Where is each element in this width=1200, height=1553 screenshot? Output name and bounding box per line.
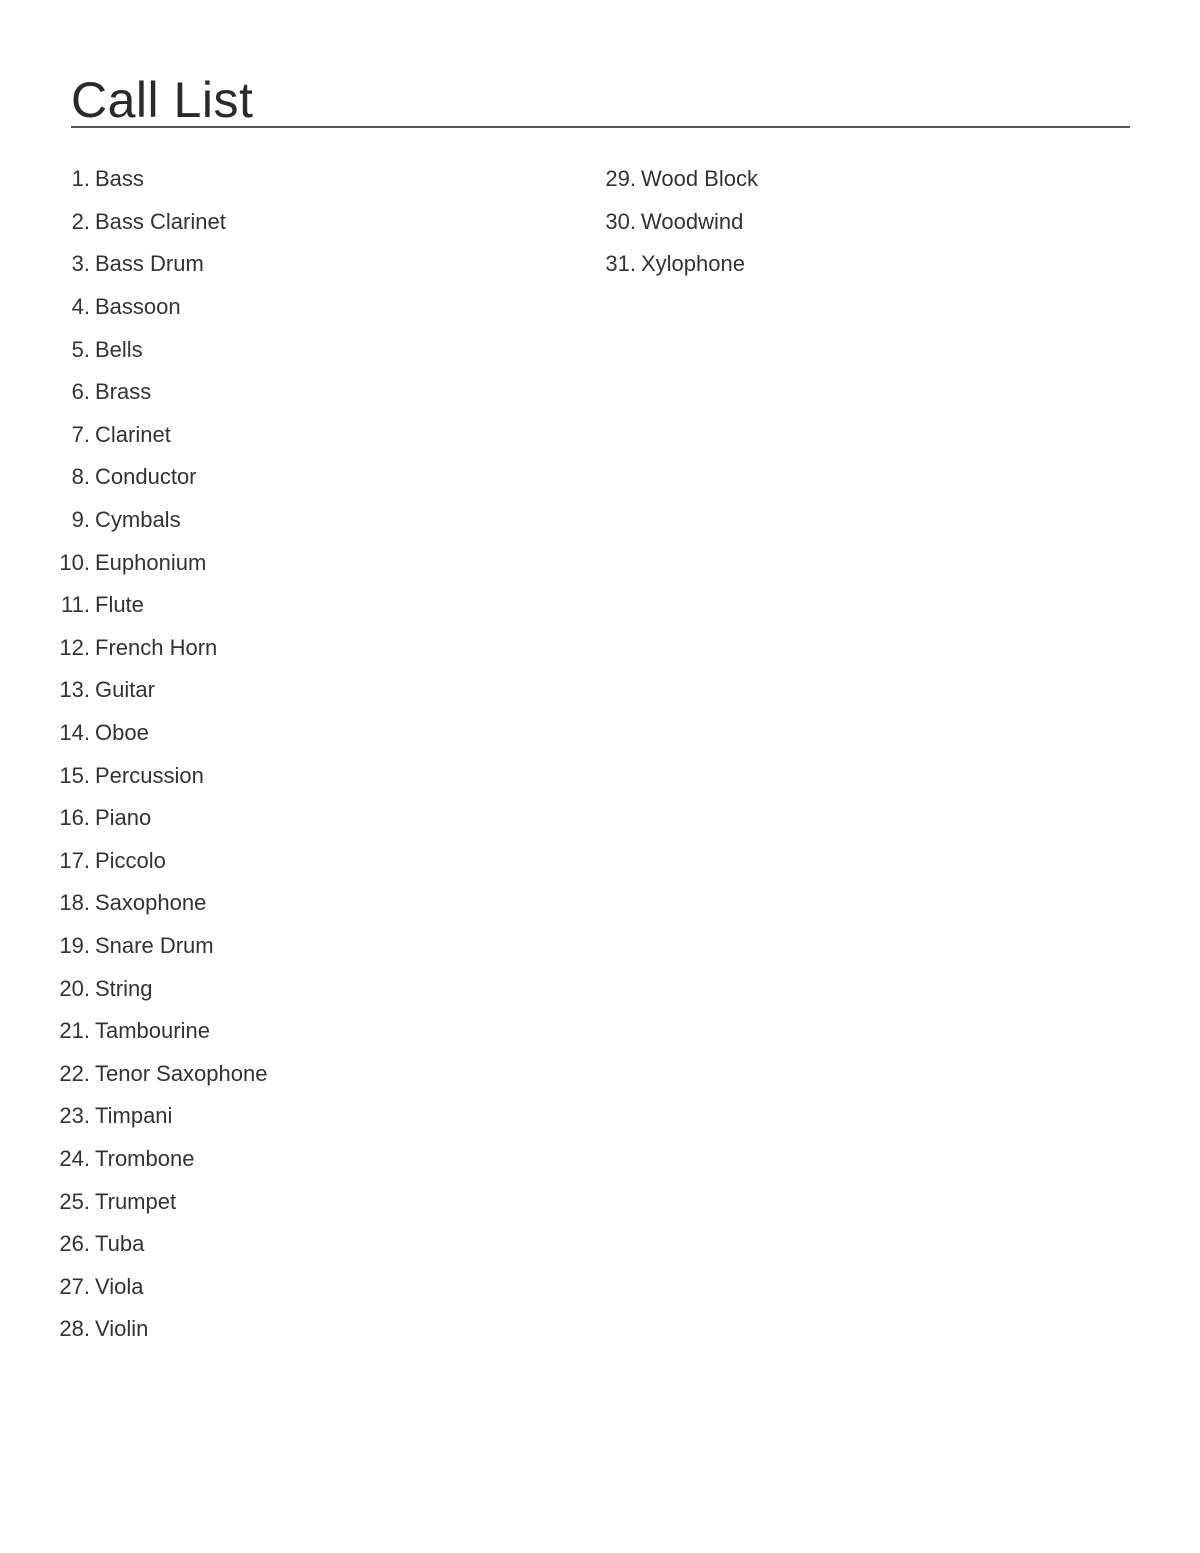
list-item [30,201,267,244]
item-number: 23. [59,1103,90,1129]
list-item [576,243,758,286]
list-item [30,754,267,797]
item-number: 4. [71,294,90,320]
list-item [30,882,267,925]
list-item [30,967,267,1010]
list-item [30,1095,267,1138]
item-number: 2. [71,208,90,234]
item-number: 24. [59,1145,90,1171]
item-number: 18. [59,890,90,916]
item-label: Euphonium [95,549,207,575]
item-number: 11. [61,592,90,618]
list-item [576,201,758,244]
list-item [30,243,267,286]
list-item [576,158,758,201]
item-number: 27. [59,1273,90,1299]
item-number: 20. [59,975,90,1001]
list-item [30,1223,267,1266]
item-number: 30. [605,208,636,234]
item-label: Piano [95,805,152,831]
item-label: Cymbals [95,507,181,533]
item-label: Percussion [95,762,204,788]
item-number: 26. [59,1231,90,1257]
item-number: 17. [59,847,90,873]
item-label: Flute [95,592,144,618]
list-item [30,1052,267,1095]
list-item [30,669,267,712]
item-number: 5. [71,336,90,362]
list-item [30,541,267,584]
item-label: Bells [95,336,143,362]
item-label: Bass [95,166,144,192]
item-number: 22. [59,1060,90,1086]
item-number: 13. [59,677,90,703]
list-item [30,286,267,329]
item-label: Trombone [95,1145,195,1171]
list-item [30,797,267,840]
item-label: Brass [95,379,152,405]
item-label: Timpani [95,1103,173,1129]
list-item [30,840,267,883]
item-number: 8. [71,464,90,490]
item-number: 21. [59,1018,90,1044]
item-label: Guitar [95,677,155,703]
list-item [30,584,267,627]
item-label: French Horn [95,634,218,660]
item-label: Viola [95,1273,144,1299]
item-label: Saxophone [95,890,207,916]
item-label: Tambourine [95,1018,210,1044]
item-number: 9. [71,507,90,533]
list-item [30,371,267,414]
item-number: 12. [59,634,90,660]
item-number: 29. [605,166,636,192]
page-title: Call List [71,72,254,128]
item-label: Tuba [95,1231,145,1257]
item-label: Wood Block [641,166,758,192]
item-label: Trumpet [95,1188,177,1214]
item-number: 10. [59,549,90,575]
list-item [30,627,267,670]
item-label: Bass Drum [95,251,204,277]
item-label: Piccolo [95,847,166,873]
list-item [30,456,267,499]
item-number: 1. [71,166,90,192]
item-label: Snare Drum [95,932,214,958]
item-number: 15. [59,762,90,788]
item-label: Bassoon [95,294,181,320]
item-label: Clarinet [95,421,171,447]
item-number: 7. [71,421,90,447]
list-item [30,414,267,457]
item-label: Tenor Saxophone [95,1060,268,1086]
list-item [30,1138,267,1181]
item-number: 6. [71,379,90,405]
item-label: Oboe [95,720,149,746]
item-number: 31. [605,251,636,277]
title-divider [71,126,1130,128]
list-item [30,1308,267,1351]
list-item [30,712,267,755]
list-item [30,1010,267,1053]
item-label: Bass Clarinet [95,208,226,234]
item-label: Conductor [95,464,197,490]
list-item [30,1265,267,1308]
call-list-right-column [576,158,758,286]
item-label: Woodwind [641,208,744,234]
item-label: String [95,975,153,1001]
item-number: 14. [59,720,90,746]
item-label: Xylophone [641,251,745,277]
item-label: Violin [95,1316,149,1342]
item-number: 19. [59,932,90,958]
list-item [30,158,267,201]
item-number: 25. [59,1188,90,1214]
item-number: 3. [71,251,90,277]
item-number: 28. [59,1316,90,1342]
list-item [30,1180,267,1223]
item-number: 16. [59,805,90,831]
list-item [30,499,267,542]
list-item [30,328,267,371]
list-item [30,925,267,968]
call-list-left-column [30,158,267,1351]
